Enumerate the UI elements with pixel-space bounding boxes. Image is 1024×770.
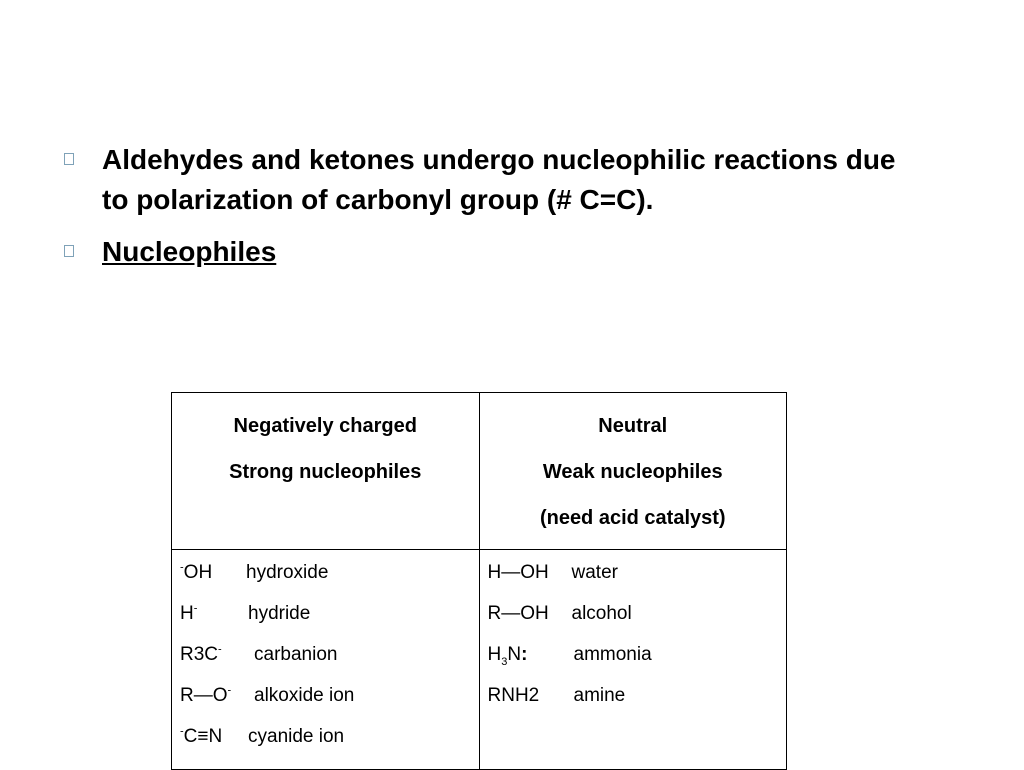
formula-base: H—OH bbox=[487, 562, 549, 583]
compound-name: alkoxide ion bbox=[254, 685, 355, 706]
formula bbox=[180, 681, 254, 710]
nucleophiles-table bbox=[171, 392, 787, 770]
formula bbox=[180, 599, 248, 628]
formula-base: OH bbox=[183, 562, 213, 583]
compound-name: water bbox=[571, 562, 618, 583]
table-row bbox=[180, 722, 471, 763]
formula-base: C≡N bbox=[183, 726, 223, 747]
table-header-negatively-charged bbox=[172, 393, 480, 550]
formula bbox=[488, 640, 574, 669]
compound-name: amine bbox=[573, 685, 626, 706]
bullet-item-carbonyl-reactions bbox=[64, 140, 944, 220]
table-row bbox=[180, 599, 471, 640]
formula-base: N bbox=[507, 644, 522, 665]
bullet-square-icon bbox=[64, 232, 102, 260]
formula-base: R3C bbox=[180, 644, 219, 665]
formula bbox=[488, 599, 572, 628]
formula bbox=[488, 681, 574, 710]
formula bbox=[488, 558, 572, 587]
header-line: Negatively charged bbox=[233, 415, 417, 437]
compound-name: cyanide ion bbox=[248, 726, 345, 747]
formula-base: R—O bbox=[180, 685, 228, 706]
bullet-list bbox=[64, 140, 944, 284]
formula bbox=[180, 640, 254, 669]
bullet-item-nucleophiles bbox=[64, 232, 944, 272]
strong-nucleophiles-cell bbox=[172, 550, 480, 770]
formula-subscript: 3 bbox=[501, 655, 508, 668]
header-line: Strong nucleophiles bbox=[229, 461, 422, 483]
formula-charge: - bbox=[218, 643, 222, 656]
compound-name: hydroxide bbox=[246, 562, 329, 583]
header-line: (need acid catalyst) bbox=[539, 507, 726, 529]
table-row bbox=[180, 558, 471, 599]
formula-charge: - bbox=[180, 725, 184, 738]
formula-base: R—OH bbox=[487, 603, 549, 624]
table-header-neutral bbox=[479, 393, 787, 550]
table-row bbox=[488, 558, 779, 599]
weak-nucleophiles-cell bbox=[479, 550, 787, 770]
formula bbox=[180, 558, 246, 587]
table-row bbox=[488, 599, 779, 640]
formula bbox=[180, 722, 248, 751]
header-line: Weak nucleophiles bbox=[542, 461, 723, 483]
formula-base: H bbox=[487, 644, 502, 665]
formula-base: RNH2 bbox=[487, 685, 540, 706]
compound-name: ammonia bbox=[573, 644, 652, 665]
formula-charge: - bbox=[227, 684, 232, 697]
formula-charge: - bbox=[193, 602, 198, 615]
formula-base: H bbox=[180, 603, 194, 624]
formula-charge: - bbox=[180, 561, 184, 574]
compound-name: carbanion bbox=[254, 644, 338, 665]
lone-pair-colon: : bbox=[521, 644, 528, 665]
table-row bbox=[180, 681, 471, 722]
table-row bbox=[488, 681, 779, 722]
bullet-text-carbonyl-reactions: Aldehydes and ketones undergo nucleophilic reactions due to polarization of carbonyl group (# C=C). bbox=[102, 144, 896, 215]
header-line: Neutral bbox=[598, 415, 668, 437]
table-row bbox=[488, 640, 779, 681]
bullet-text-nucleophiles: Nucleophiles bbox=[102, 236, 277, 267]
compound-name: hydride bbox=[248, 603, 311, 624]
table-row bbox=[180, 640, 471, 681]
bullet-square-icon bbox=[64, 140, 102, 168]
compound-name: alcohol bbox=[571, 603, 632, 624]
